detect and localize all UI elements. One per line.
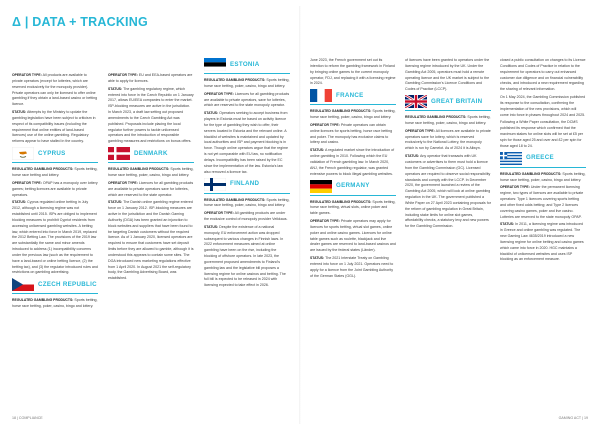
body-text: REGULATED GAMBLING PRODUCTS: Sports betting, horse race betting, poker, casino, bingo and lottery. (405, 115, 491, 125)
body-text: STATUS: Cyprus regulated online betting in July 2012, although a licensing regime was not established until 2015. ISPs are obliged to implement blocking measures to prohibit Cypriot residents from accessing unlicensed gambling websites. A betting law, which entered into force in March 2019, replaced the 2012 Betting Law. The provisions of the 2019 law are substantially the same and minor amends introduced to address (1) incompatibility concerns under the previous law (such as the requirement to have a land-based or online betting licence, (2) the betting tax), and (3) the regulator introduced rules and restrictions on gambling advertising. (12, 200, 98, 275)
uk-flag-icon (405, 95, 427, 108)
greece-flag-icon (500, 152, 522, 165)
denmark-flag-icon (108, 147, 130, 160)
page-title: DATA + TRACKING (32, 15, 148, 29)
body-text: OPERATOR TYPE: All licences are available to private operators save for lottery, which is reserved exclusively to the National Lottery, the monopoly which is run by Camelot. As of 2024 it is Allwyn. (405, 128, 491, 151)
field-label: STATUS: (12, 200, 27, 205)
field-label: REGULATED GAMBLING PRODUCTS: (310, 199, 372, 204)
country-name: FRANCE (336, 91, 364, 99)
field-label: OPERATOR TYPE: (108, 180, 138, 185)
body-text: STATUS: Operators seeking to accept business from players in Estonia must be based on activity licence for the type of gambling they wish to offer, their servers located in Estonia and the relevant online. A blacklist of websites is maintained and updated by local authorities and ISP and payment blocking is in force. Though online operators argue that the regime is not yet comparable with EU law, no notification delays. Incompatibility has been raised by the EC since the implementation of the law. Estonia's law also removed a licence tax. (204, 111, 289, 174)
body-text: REGULATED GAMBLING PRODUCTS: Sports betting, horse race betting, poker, casino, bingo and lottery. (204, 197, 290, 208)
body-text: On 1 May 2024, the Gambling Commission published its response to the consultation, confirming the implementation of the new provisions, which will come into force in phases throughout 2024 and 2025. (500, 95, 586, 117)
field-label: OPERATOR TYPE: (204, 211, 234, 216)
body-text: OPERATOR TYPE: EU and EEA-based operators are able to apply for licences. (108, 73, 193, 83)
cyprus-flag-icon (12, 147, 34, 160)
field-label: OPERATOR TYPE: (204, 91, 234, 96)
section-header-greece (500, 152, 586, 168)
country-name: CYPRUS (38, 149, 66, 157)
body-text: STATUS: The gambling regulatory regime, which entered into force in the Czech Republic on 1 January 2017, allows EU/EEA companies to enter the market. ISP-blocking measures are active in the jurisdiction. In March 2023, a draft law setting out proposed amendments to the Czech Gambling Act was published. Proposals include placing the local regulator further powers to tackle unlicensed operators and the introduction of responsible gambling measures and restrictions on bonus offers. (108, 86, 194, 144)
field-label: OPERATOR TYPE: (12, 180, 42, 185)
body-text: OPERATOR TYPE: Private operators may apply for licences for sports betting, virtual slot games, online poker and online casino games. Licences for online table games such as roulette, blackjack and live dealer games are reserved to land-based casinos and are issued by the federal states (Länder). (310, 219, 396, 253)
country-name: DENMARK (134, 149, 168, 157)
estonia-flag-icon (204, 58, 226, 71)
field-label: OPERATOR TYPE: (310, 122, 340, 127)
body-text: OPERATOR TYPE: All gambling products are under the exclusive control of monopoly provider Veikkaus. (204, 211, 288, 222)
field-label: STATUS: (310, 256, 325, 261)
body-text: STATUS: The Danish online gambling regime entered force on 1 January 2012. ISP-blocking measures are active in the jurisdiction and the Danish Gaming Authority (DGA) has been granted an injunction to block websites and suppliers that have been found to be targeting Danish customers without the required licence. As of 1 January 2020, licensed operators are required to ensure that customers have set deposit limits before they are allowed to gamble, although it is understood this appears to contain some sites. The DGA introduced new marketing regulations effective from 1 April 2020. In August 2021 the self-regulatory body, the Gambling Advertising Board, was established. (108, 200, 194, 281)
page-footer-right: GAMING ACT | 19 (558, 416, 588, 420)
field-label: STATUS: (204, 111, 219, 116)
section-header-estonia (204, 58, 290, 74)
body-text: OPERATOR TYPE: OPAP has a monopoly over lottery games; betting licences are available to private operators. (12, 180, 98, 197)
body-text: REGULATED GAMBLING PRODUCTS: Sports betting, horse race betting, poker, casino, bingo and lottery. (108, 167, 194, 177)
country-name: CZECH REPUBLIC (38, 280, 97, 288)
body-text: Following a White Paper consultation, the DCMS published its response which confirmed that the maximum stakes for online slots will be set at £5 per spin for those aged 25 and over and £2 per spin for those aged 18 to 24. (500, 120, 584, 148)
body-text: STATUS: Attempts by the Ministry to update the gambling legislation have been subject to criticism in respect of its compatibility issues (including the requirement that online entities of land-based licences) use of the online gambling. Regulatory reforms appear to have stalled in the country. (12, 110, 96, 144)
field-label: OPERATOR TYPE: (108, 73, 138, 77)
body-text: REGULATED GAMBLING PRODUCTS: Sports betting, horse race betting, poker, casino, bingo and lottery. (204, 78, 290, 88)
body-text: closed a public consultation on changes to its Licence Conditions and Codes of Practice in relation to the requirement for operators to carry out enhanced customer due diligence and on financial vulnerability checks, and introduced a new requirement regarding the sharing of relevant information. (500, 58, 586, 92)
delta-logo-icon: Δ (12, 15, 22, 29)
country-name: ESTONIA (230, 60, 260, 68)
column-5 (405, 58, 491, 232)
country-name: FINLAND (230, 180, 260, 188)
body-text: STATUS: The 2021 Interstate Treaty on Gambling entered into force on 1 July 2021. Operators need to apply for a licence from the Joint Gambling Authority of the German States (GGL). (310, 256, 394, 278)
field-label: OPERATOR TYPE: (310, 219, 340, 224)
page-gutter (299, 6, 301, 424)
body-text: OPERATOR TYPE: Private operators can obtain online licences for sports betting, horse race betting and poker. The monopoly has exclusive claims to lottery and casino. (310, 122, 393, 145)
section-header-france (310, 89, 396, 105)
field-label: REGULATED GAMBLING PRODUCTS: (310, 109, 372, 114)
country-name: GERMANY (336, 182, 370, 190)
body-text: REGULATED GAMBLING PRODUCTS: Sports betting, horse race betting, poker, casino, bingo and lottery. (12, 298, 98, 309)
body-text: STATUS: A regulated market since the introduction of online gambling in 2010. Following which the EU validation of French gambling law. In March 2020, ANJ, the French gambling regulator, was granted extensive powers to block illegal gambling websites. (310, 148, 395, 176)
field-label: REGULATED GAMBLING PRODUCTS: (204, 197, 266, 202)
body-text: OPERATOR TYPE: Licences for all gambling products are available to private operators, save for lotteries, which are reserved to the state monopoly operator. (204, 91, 290, 108)
field-label: STATUS: (204, 224, 219, 229)
section-header-finland (204, 178, 290, 194)
section-header-denmark (108, 147, 194, 163)
section-header-germany (310, 180, 396, 196)
body-text: OPERATOR TYPE: Licences for all gambling products are available to private operators save for lotteries, which are reserved to the state operator. (108, 180, 194, 197)
field-label: REGULATED GAMBLING PRODUCTS: (108, 167, 170, 172)
body-text: STATUS: Despite the existence of a national monopoly, EU enforcement action was dropped subsequent to various changes in Finnish laws. In 2022 enforcement measures aimed at online gambling have been on the rise, including the blocking of offshore operators. In late 2023, the government proposed amendments to Finland's gambling law and the legislative bill proposes a licensing regime for online casinos and betting. The full bill is expected to be released in 2024 with licensing expected to take effect in 2026. (204, 224, 286, 288)
body-text: June 2023, the French government set out its intention to reform the gambling framework in Finland by bringing online games to the current monopoly operator, FDJ, and replacing it with a licensing regime in 2024. (310, 58, 396, 86)
body-text: STATUS: In 2011, a licensing regime was introduced in Greece and online gambling was regulated. The new Gaming Law 4635/2019 introduced a new licensing regime for online betting and casino games which came into force in 2020. HGC maintains a blacklist of unlicensed websites and uses ISP blocking as an enforcement measure. (500, 222, 584, 262)
column-4 (310, 58, 396, 281)
field-label: REGULATED GAMBLING PRODUCTS: (500, 171, 562, 176)
body-text: STATUS: Any operator that transacts with UK customers or advertises to them must hold a licence from the Gambling Commission (GC). Licensed operators are required to observe social responsibility standards and comply with the LCCP. In December 2020, the government launched a review of the Gambling Act 2005, which will look at online gambling regulation in the UK. The government published a White Paper on 27 April 2023 containing proposals for the reform of gambling regulation in Great Britain, including stake limits for online slot games, affordability checks, a statutory levy and new powers for the Gambling Commission. (405, 154, 491, 229)
field-label: STATUS: (500, 222, 515, 227)
field-label: STATUS: (310, 148, 325, 153)
section-header-great-britain (405, 95, 491, 111)
czech-flag-icon (12, 278, 34, 291)
field-label: REGULATED GAMBLING PRODUCTS: (12, 167, 74, 172)
field-label: REGULATED GAMBLING PRODUCTS: (204, 78, 266, 82)
body-text: REGULATED GAMBLING PRODUCTS: Sports betting, horse race betting, poker, casino, bingo and lottery. (310, 109, 396, 120)
germany-flag-icon (310, 180, 332, 193)
column-3 (204, 58, 290, 291)
field-label: STATUS: (108, 86, 123, 91)
column-1 (12, 73, 98, 312)
field-label: REGULATED GAMBLING PRODUCTS: (405, 115, 467, 120)
page-header (12, 15, 148, 29)
body-text: REGULATED GAMBLING PRODUCTS: Sports betting, horse race betting, virtual slots, online poker and table games. (310, 199, 396, 216)
section-header-cyprus (12, 147, 98, 163)
column-6 (500, 58, 586, 265)
finland-flag-icon (204, 178, 226, 191)
body-text: REGULATED GAMBLING PRODUCTS: Sports betting, horse race betting and lottery. (12, 167, 98, 177)
body-text: OPERATOR TYPE: Under the permanent licensing regime, two types of licences are available to private operators: Type 1 licences covering sports betting and other fixed odds betting; and Type 2 licences covering casino games, poker and live casino. Lotteries are reserved to the state monopoly OPAP. (500, 185, 584, 219)
body-text: of licences have been granted to operators under the licensing regime introduced by the UK. Under the Gambling Act 2005, operators must hold a remote operating licence and the UK market is subject to the Gambling Commission's Licence Conditions and Codes of Practice (LCCP). (405, 58, 490, 92)
field-label: STATUS: (108, 200, 123, 205)
page-footer-left: 18 | COMPLIANCE (12, 416, 43, 420)
field-label: OPERATOR TYPE: (405, 128, 435, 133)
body-text: OPERATOR TYPE: All products are available to private operators (except for lotteries, which are reserved exclusively for the monopoly provider). Private operators can only be licensed to offer online gambling if they obtain a land-based casino or betting licence. (12, 73, 98, 107)
body-text: REGULATED GAMBLING PRODUCTS: Sports betting, horse race betting, poker, casino, bingo and lottery. (500, 171, 586, 182)
field-label: OPERATOR TYPE: (500, 185, 530, 190)
field-label: OPERATOR TYPE: (12, 73, 42, 77)
field-label: STATUS: (405, 154, 420, 159)
country-name: GREECE (526, 154, 554, 162)
field-label: REGULATED GAMBLING PRODUCTS: (12, 298, 74, 303)
section-header-czech-republic (12, 278, 98, 294)
column-2 (108, 73, 194, 284)
france-flag-icon (310, 89, 332, 102)
country-name: GREAT BRITAIN (431, 97, 483, 105)
header-separator: | (24, 15, 29, 29)
field-label: STATUS: (12, 110, 27, 115)
